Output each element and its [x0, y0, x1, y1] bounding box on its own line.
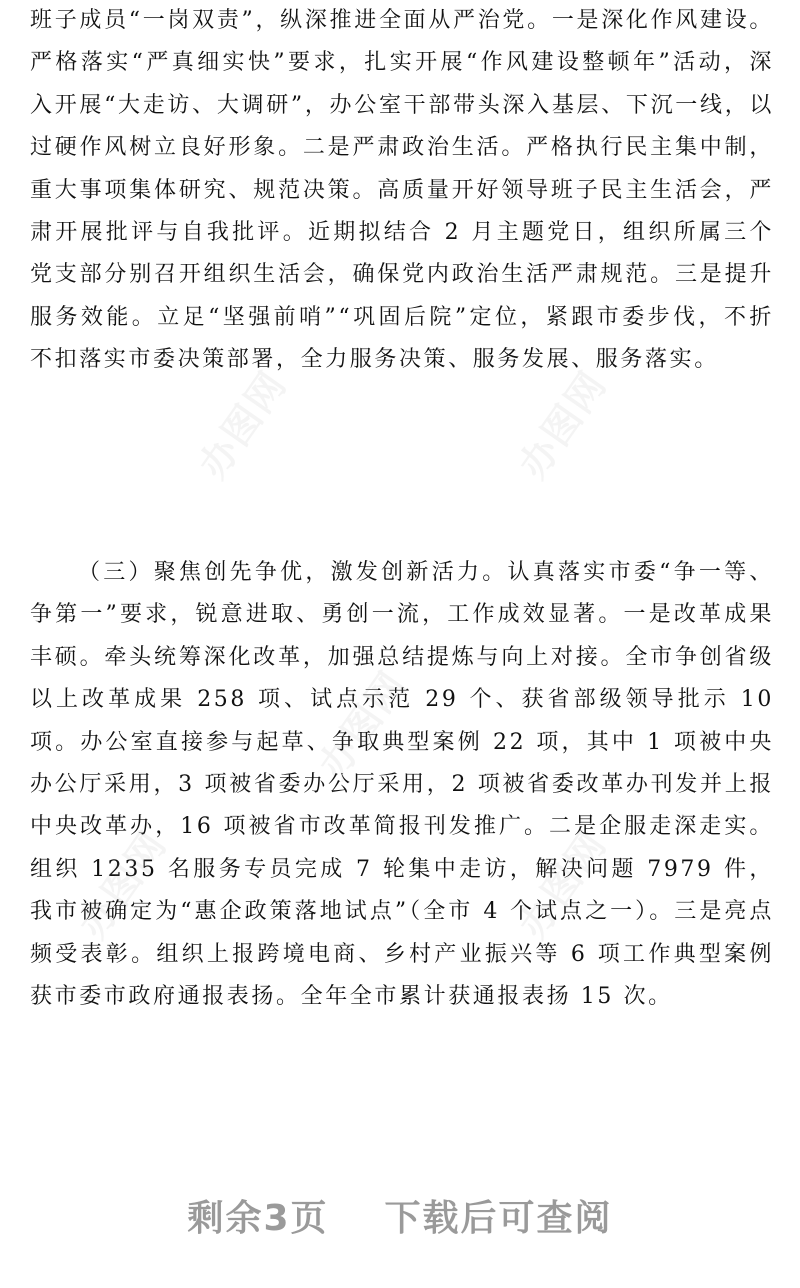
download-hint-label: 下载后可查阅 — [384, 1197, 613, 1239]
watermark: 办图网 — [70, 822, 176, 947]
body-paragraph: （三）聚焦创先争优，激发创新活力。认真落实市委“争一等、争第一”要求，锐意进取、勇创一流，工作成效显著。一是改革成果丰硕。牵头统筹深化改革，加强总结提炼与向上对接。全市争创省级以上改革成果 258 项、试点示范 29 个、获省部级领导批示 10 项。办公室直接参与起草、争取典型案例 22 项，其中 1 项被中央办公厅采用，3 项被省委办公厅采用，2 项被省委改革办刊发并上报中央改革办，16 项被省市改革简报刊发推广。二是企服走深走实。组织 1235 名服务专员完成 7 轮集中走访，解决问题 7979 件，我市被确定为“惠企政策落地试点”（全市 4 个试点之一）。三是亮点频受表彰。组织上报跨境电商、乡村产业振兴等 6 项工作典型案例获市委市政府通报表扬。全年全市累计获通报表扬 15 次。 — [30, 560, 774, 1010]
remaining-pages-label: 剩余3页 — [187, 1197, 329, 1239]
preview-limit-banner — [0, 1180, 800, 1250]
watermark: 办图网 — [510, 822, 616, 947]
watermark: 办图网 — [510, 362, 616, 487]
watermark: 办图网 — [190, 362, 296, 487]
watermark: 办图网 — [310, 662, 416, 787]
body-paragraph: 班子成员“一岗双责”，纵深推进全面从严治党。一是深化作风建设。严格落实“严真细实快”要求，扎实开展“作风建设整顿年”活动，深入开展“大走访、大调研”，办公室干部带头深入基层、下沉一线，以过硬作风树立良好形象。二是严肃政治生活。严格执行民主集中制，重大事项集体研究、规范决策。高质量开好领导班子民主生活会，严肃开展批评与自我批评。近期拟结合 2 月主题党日，组织所属三个党支部分别召开组织生活会，确保党内政治生活严肃规范。三是提升服务效能。立足“坚强前哨”“巩固后院”定位，紧跟市委步伐，不折不扣落实市委决策部署，全力服务决策、服务发展、服务落实。 — [30, 8, 774, 373]
